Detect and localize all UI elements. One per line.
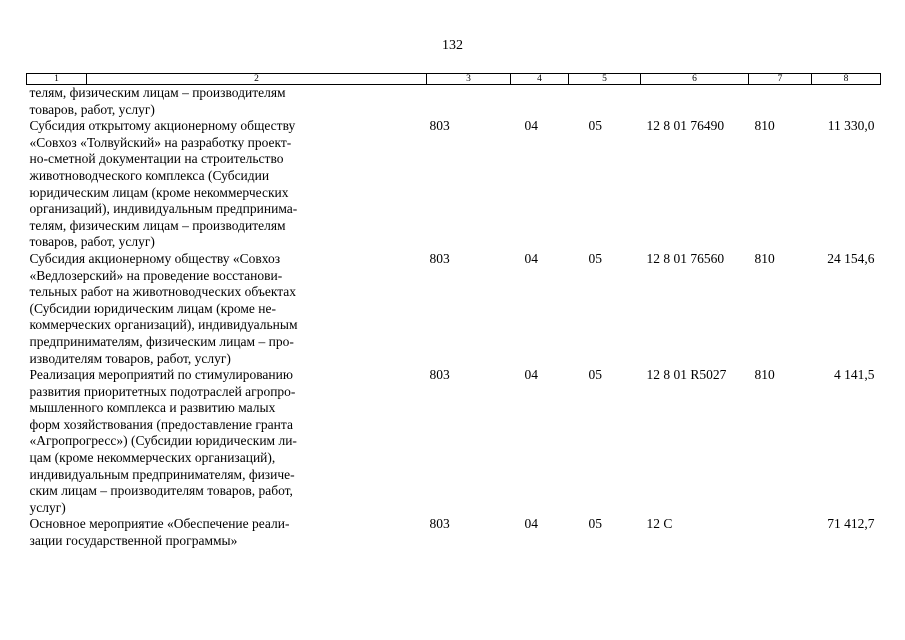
row-text: Субсидия открытому акционерному обществу «Совхоз «Толвуйский» на разработку проект- но-сметной документации на строительство животноводческого комплекса (Субсидии юридическим лицам (кроме некоммерческих организаций), индивидуальным предпринима- телям, физическим лицам – производителям товаров, работ, услуг) <box>29 118 298 250</box>
table-row <box>27 516 881 549</box>
row-text: телям, физическим лицам – производителям товаров, работ, услуг) <box>29 85 286 117</box>
subsection-code: 05 <box>588 250 602 266</box>
target-article-code: 12 8 01 76490 <box>646 118 725 134</box>
column-number: 8 <box>812 74 881 85</box>
subsection-code <box>569 85 641 119</box>
amount: 4 141,5 <box>834 367 875 383</box>
target-article-code <box>641 85 749 119</box>
subsection-code: 05 <box>588 367 602 383</box>
expense-type-code <box>749 85 812 119</box>
section-code: 04 <box>524 367 538 383</box>
column-number: 1 <box>27 74 87 85</box>
ministry-code: 803 <box>429 367 450 383</box>
target-article-code: 12 8 01 76560 <box>646 250 725 266</box>
table-row <box>27 118 881 251</box>
row-text: Субсидия акционерному обществу «Совхоз «Ведлозерский» на проведение восстанови- тельных работ на животноводческих объектах (Субсидии юридическим лицам (кроме не- коммерческих организаций), индивидуальным предпринимателям, физическим лицам – про- изводителям товаров, работ, услуг) <box>29 250 298 366</box>
expense-type-code <box>749 516 812 549</box>
table-row <box>27 367 881 516</box>
ministry-code <box>427 85 511 119</box>
amount <box>812 85 881 119</box>
column-number: 4 <box>511 74 569 85</box>
expense-type-code: 810 <box>754 118 775 134</box>
column-number: 5 <box>569 74 641 85</box>
amount: 24 154,6 <box>827 250 875 266</box>
section-code: 04 <box>524 118 538 134</box>
target-article-code: 12 8 01 R5027 <box>646 367 727 383</box>
subsection-code: 05 <box>588 118 602 134</box>
ministry-code: 803 <box>429 118 450 134</box>
subsection-code: 05 <box>588 516 602 532</box>
column-number: 3 <box>427 74 511 85</box>
target-article-code: 12 С <box>646 516 673 532</box>
table-row <box>27 251 881 367</box>
section-code: 04 <box>524 250 538 266</box>
table-row <box>27 85 881 119</box>
ministry-code: 803 <box>429 250 450 266</box>
page-number: 132 <box>442 38 463 53</box>
column-number: 6 <box>641 74 749 85</box>
section-code: 04 <box>524 516 538 532</box>
row-text: Основное мероприятие «Обеспечение реали- зации государственной программы» <box>29 516 290 549</box>
budget-table <box>26 73 881 550</box>
column-number: 2 <box>87 74 427 85</box>
column-number-row <box>27 74 881 85</box>
column-number: 7 <box>749 74 812 85</box>
section-code <box>511 85 569 119</box>
amount: 71 412,7 <box>827 516 875 532</box>
expense-type-code: 810 <box>754 250 775 266</box>
row-text: Реализация мероприятий по стимулированию развития приоритетных подотраслей агропро- мышленного комплекса и развитию малых форм хозяйствования (предоставление гранта «Агропрогресс») (Субсидии юридическим ли- цам (кроме некоммерческих организаций), индивидуальным предпринимателям, физиче- ским лицам – производителям товаров, работ, услуг) <box>29 367 297 515</box>
expense-type-code: 810 <box>754 367 775 383</box>
ministry-code: 803 <box>429 516 450 532</box>
amount: 11 330,0 <box>827 118 875 134</box>
